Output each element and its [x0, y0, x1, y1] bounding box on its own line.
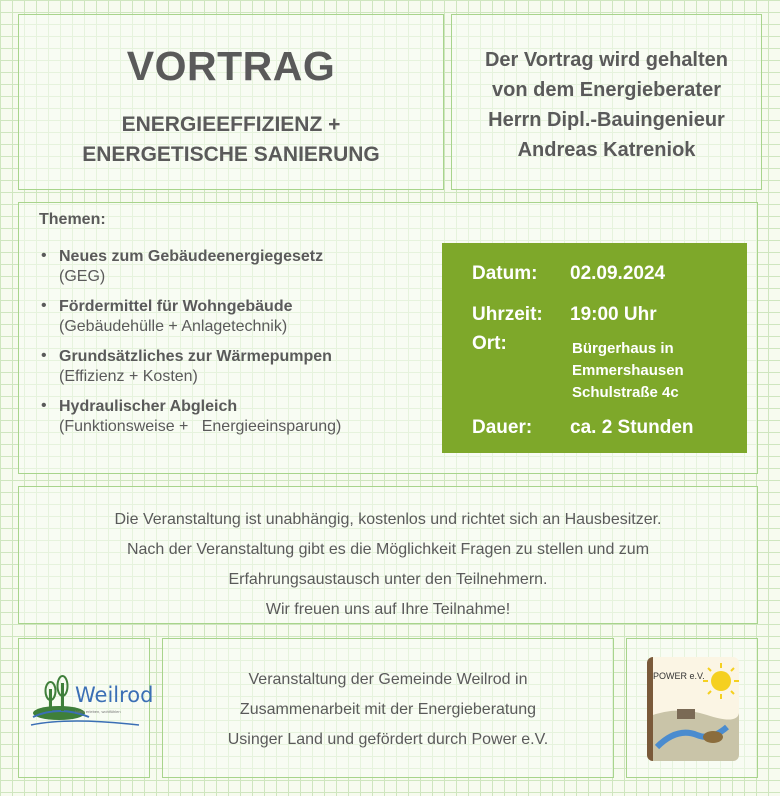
bullet-icon: •	[41, 247, 47, 264]
title-box	[18, 14, 444, 190]
power-logo	[647, 657, 739, 761]
duration-value: ca. 2 Stunden	[570, 417, 694, 438]
speaker-line: von dem Energieberater	[492, 79, 721, 101]
topic-subtitle: (GEG)	[59, 268, 106, 285]
topic-title: Neues zum Gebäudeenergiegesetz	[59, 248, 324, 265]
topic-item	[41, 297, 441, 337]
organizer-line: Usinger Land und gefördert durch Power e.V.	[227, 731, 549, 748]
speaker-box	[451, 14, 762, 190]
topic-item	[41, 397, 441, 437]
topics-heading: Themen:	[39, 211, 106, 228]
info-line: Nach der Veranstaltung gibt es die Möglichkeit Fragen zu stellen und zum	[126, 541, 650, 558]
speaker-line: Herrn Dipl.-Bauingenieur	[488, 109, 725, 131]
bullet-icon: •	[41, 297, 47, 314]
topic-item	[41, 247, 441, 287]
weilrod-logo-box	[18, 638, 154, 778]
place-label: Ort:	[472, 333, 507, 354]
organizer-box	[162, 638, 614, 778]
place-address	[572, 338, 684, 404]
topic-subtitle: (Gebäudehülle + Anlagetechnik)	[59, 318, 288, 335]
title-subtitle-line-2: ENERGETISCHE SANIERUNG	[82, 143, 380, 166]
topic-subtitle: (Effizienz + Kosten)	[59, 368, 198, 385]
topic-title: Fördermittel für Wohngebäude	[59, 298, 293, 315]
topic-subtitle: (Funktionsweise + Energieeinsparung)	[59, 418, 342, 435]
topics-list	[41, 247, 441, 447]
weilrod-tagline: Natur erleben, wohlfühlen	[75, 709, 121, 714]
date-value: 02.09.2024	[570, 263, 666, 284]
event-details-panel	[442, 243, 747, 453]
address-line: Bürgerhaus in	[572, 340, 674, 357]
duration-label: Dauer:	[472, 417, 533, 438]
title-subtitle-line-1: ENERGIEEFFIZIENZ +	[121, 113, 341, 136]
address-line: Schulstraße 4c	[572, 384, 679, 401]
title-main: VORTRAG	[126, 43, 336, 89]
weilrod-logo	[29, 673, 154, 743]
weilrod-wordmark: Weilrod	[75, 683, 154, 707]
power-wordmark: POWER e.V.	[653, 671, 705, 681]
topic-title: Hydraulischer Abgleich	[59, 398, 238, 415]
topic-item	[41, 347, 441, 387]
info-line: Erfahrungsaustausch unter den Teilnehmern.	[228, 571, 548, 588]
bullet-icon: •	[41, 347, 47, 364]
info-line: Wir freuen uns auf Ihre Teilnahme!	[265, 601, 511, 618]
organizer-line: Veranstaltung der Gemeinde Weilrod in	[248, 671, 528, 688]
topic-title: Grundsätzliches zur Wärmepumpen	[59, 348, 332, 365]
info-line: Die Veranstaltung ist unabhängig, kostenlos und richtet sich an Hausbesitzer.	[114, 511, 662, 528]
time-value: 19:00 Uhr	[570, 304, 657, 325]
bullet-icon: •	[41, 397, 47, 414]
date-label: Datum:	[472, 263, 538, 284]
address-line: Emmershausen	[572, 362, 684, 379]
time-label: Uhrzeit:	[472, 304, 543, 325]
speaker-line: Der Vortrag wird gehalten	[484, 49, 728, 71]
info-box	[18, 486, 758, 624]
power-logo-box	[626, 638, 758, 778]
organizer-line: Zusammenarbeit mit der Energieberatung	[239, 701, 537, 718]
speaker-line: Andreas Katreniok	[517, 139, 696, 161]
